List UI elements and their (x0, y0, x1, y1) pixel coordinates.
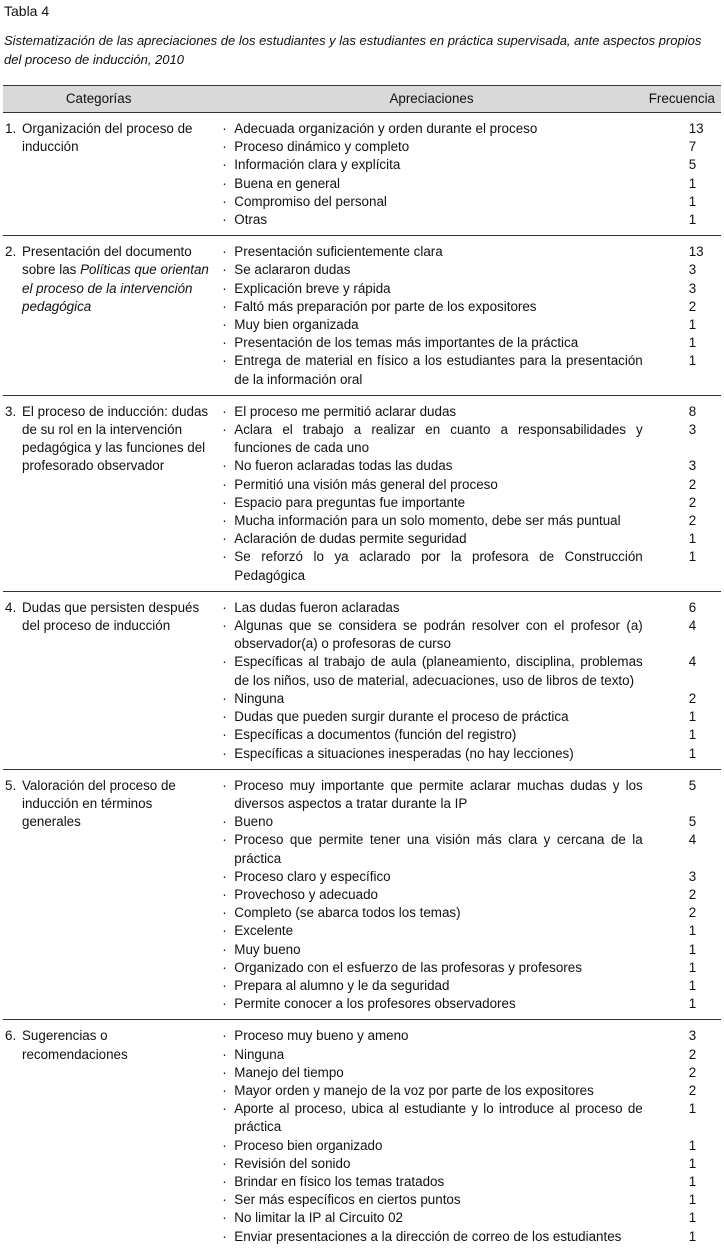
appreciation-item (214, 959, 648, 977)
frequency-value: 1 (688, 212, 697, 228)
frequency-value: 1 (688, 1101, 697, 1117)
appreciation-text: Proceso que permite tener una visión más clara y cercana de la práctica (234, 832, 643, 866)
bullet-icon: · (222, 157, 227, 173)
frequency-value: 1 (688, 1173, 697, 1189)
appreciation-item (214, 904, 648, 922)
bullet-icon: · (222, 193, 227, 209)
appreciation-text: Brindar en físico los temas tratados (234, 1173, 445, 1189)
frequency-value: 1 (688, 941, 697, 957)
appreciation-text: Presentación suficientemente clara (234, 244, 443, 260)
appreciation-item (214, 1173, 648, 1191)
bullet-icon: · (222, 317, 227, 333)
appreciation-item (214, 995, 648, 1013)
bullet-icon: · (222, 422, 227, 438)
frequency-value: 1 (688, 549, 697, 565)
appreciation-item (214, 653, 648, 689)
appreciation-item (214, 334, 648, 352)
frequency-cell (649, 236, 721, 396)
category-text (22, 1027, 214, 1063)
frequency-value: 1 (688, 353, 697, 369)
category-number: 6. (5, 1028, 17, 1044)
frequency-list (649, 1027, 721, 1245)
appreciation-text: Bueno (234, 814, 274, 830)
frequency-cell (649, 113, 721, 236)
appreciation-text: Faltó más preparación por parte de los expositores (234, 298, 537, 314)
bullet-icon: · (222, 175, 227, 191)
bullet-icon: · (222, 1173, 227, 1189)
category-cell (3, 113, 214, 236)
frequency-list (649, 599, 721, 763)
frequency-value: 2 (688, 905, 697, 921)
appreciation-item (214, 156, 648, 174)
appreciation-text: Presentación de los temas más importantes de la práctica (234, 335, 579, 351)
frequency-list (649, 403, 721, 585)
appreciation-item (214, 708, 648, 726)
frequency-value: 1 (688, 977, 697, 993)
appreciations-cell (214, 395, 648, 591)
bullet-icon: · (222, 832, 227, 848)
frequency-value: 1 (688, 175, 697, 191)
bullet-icon: · (222, 923, 227, 939)
frequency-value: 3 (688, 868, 697, 884)
frequency-value: 3 (688, 458, 697, 474)
appreciation-item (214, 352, 648, 388)
appreciation-text: Muy bien organizada (234, 317, 359, 333)
appreciation-text: Proceso dinámico y completo (234, 139, 410, 155)
appreciation-item (214, 1137, 648, 1155)
category-text (22, 243, 214, 316)
frequency-value: 1 (688, 1192, 697, 1208)
appreciation-text: Información clara y explícita (234, 157, 401, 173)
frequency-value: 1 (688, 193, 697, 209)
bullet-icon: · (222, 212, 227, 228)
category-label (3, 1027, 214, 1063)
category-label (3, 777, 214, 832)
bullet-icon: · (222, 1101, 227, 1117)
appreciation-text: Ninguna (234, 1046, 285, 1062)
bullet-icon: · (222, 353, 227, 369)
appreciation-item (214, 745, 648, 763)
appreciation-item (214, 530, 648, 548)
bullet-icon: · (222, 814, 227, 830)
category-number: 4. (5, 599, 17, 615)
appreciation-text: Organizado con el esfuerzo de las profesoras y profesores (234, 959, 582, 975)
appreciation-text: Aclara el trabajo a realizar en cuanto a responsabilidades y funciones de cada uno (234, 422, 643, 456)
frequency-value: 1 (688, 317, 697, 333)
category-text-part: Organización del proceso de inducción (22, 121, 193, 155)
appreciation-text: El proceso me permitió aclarar dudas (234, 403, 457, 419)
appreciation-text: Buena en general (234, 175, 341, 191)
category-text-part: El proceso de inducción: dudas de su rol en la intervención pedagógica y las funciones del profesorado observador (22, 403, 209, 474)
category-text (22, 403, 214, 476)
bullet-icon: · (222, 959, 227, 975)
bullet-icon: · (222, 476, 227, 492)
frequency-value: 4 (688, 832, 697, 848)
frequency-value: 1 (688, 1210, 697, 1226)
bullet-icon: · (222, 458, 227, 474)
appreciation-item (214, 599, 648, 617)
frequency-cell (649, 769, 721, 1020)
bullet-icon: · (222, 709, 227, 725)
frequency-value: 1 (688, 1137, 697, 1153)
frequency-value: 8 (688, 403, 697, 419)
appreciation-item (214, 243, 648, 261)
category-number: 5. (5, 777, 17, 793)
frequency-value: 1 (688, 923, 697, 939)
appreciation-text: Específicas al trabajo de aula (planeamiento, disciplina, problemas de los niños, uso de material, adecuaciones, uso de libros de texto) (234, 654, 643, 688)
appreciations-cell (214, 591, 648, 769)
header-row (3, 86, 721, 113)
frequency-value: 3 (688, 280, 697, 296)
appreciation-text: Proceso claro y específico (234, 868, 391, 884)
appreciation-item (214, 261, 648, 279)
frequency-list (649, 243, 721, 389)
appreciation-text: Compromiso del personal (234, 193, 387, 209)
appreciation-item (214, 494, 648, 512)
frequency-value: 2 (688, 513, 697, 529)
frequency-value: 2 (688, 690, 697, 706)
category-row (3, 113, 721, 236)
appreciation-text: Algunas que se considera se podrán resolver con el profesor (a) observador(a) o profesoras de curso (234, 618, 643, 652)
category-text (22, 599, 214, 635)
frequency-value: 1 (688, 1155, 697, 1171)
appreciations-cell (214, 236, 648, 396)
appreciation-item (214, 922, 648, 940)
appreciation-text: Ninguna (234, 690, 285, 706)
appreciations-cell (214, 769, 648, 1020)
frequency-value: 2 (688, 494, 697, 510)
appreciation-list (214, 403, 648, 585)
appreciation-item (214, 1064, 648, 1082)
frequency-value: 2 (688, 476, 697, 492)
table-label: Tabla 4 (4, 3, 50, 19)
appreciation-text: Mucha información para un solo momento, debe ser más puntual (234, 513, 621, 529)
bullet-icon: · (222, 244, 227, 260)
appreciation-item (214, 298, 648, 316)
appreciation-text: Excelente (234, 923, 294, 939)
frequency-value: 2 (688, 1082, 697, 1098)
frequency-value: 13 (688, 244, 704, 260)
appreciation-text: Proceso muy importante que permite aclarar muchas dudas y los diversos aspectos a tratar durante la IP (234, 777, 643, 811)
appreciation-item (214, 1209, 648, 1227)
appreciation-text: Adecuada organización y orden durante el proceso (234, 121, 538, 136)
bullet-icon: · (222, 280, 227, 296)
frequency-value: 1 (688, 727, 697, 743)
appreciation-text: Aporte al proceso, ubica al estudiante y lo introduce al proceso de práctica (234, 1101, 643, 1135)
appreciations-cell (214, 1020, 648, 1252)
appreciations-table (3, 85, 721, 1252)
frequency-value: 4 (688, 618, 697, 634)
appreciation-item (214, 476, 648, 494)
frequency-cell (649, 1020, 721, 1252)
appreciation-item (214, 726, 648, 744)
frequency-value: 1 (688, 959, 697, 975)
appreciation-text: Se reforzó lo ya aclarado por la profesora de Construcción Pedagógica (234, 549, 643, 583)
table-caption: Sistematización de las apreciaciones de los estudiantes y las estudiantes en práctica supervisada, ante aspectos propios del proceso de inducción, 2010 (4, 33, 702, 67)
appreciation-text: Manejo del tiempo (234, 1064, 344, 1080)
frequency-value: 6 (688, 599, 697, 615)
bullet-icon: · (222, 1155, 227, 1171)
appreciation-item (214, 886, 648, 904)
appreciation-text: Otras (234, 212, 268, 228)
category-number: 1. (5, 121, 17, 136)
bullet-icon: · (222, 654, 227, 670)
bullet-icon: · (222, 1028, 227, 1044)
category-label (3, 403, 214, 476)
appreciation-list (214, 599, 648, 763)
appreciation-item (214, 193, 648, 211)
category-label (3, 243, 214, 316)
frequency-value: 3 (688, 262, 697, 278)
category-text-part: Presentación del documento sobre las (22, 244, 192, 278)
appreciation-list (214, 120, 648, 229)
bullet-icon: · (222, 1192, 227, 1208)
frequency-value: 1 (688, 745, 697, 761)
category-label (3, 599, 214, 635)
category-text (22, 777, 214, 832)
frequency-value: 5 (688, 157, 697, 173)
appreciation-item (214, 977, 648, 995)
bullet-icon: · (222, 996, 227, 1012)
header-categorias: Categorías (3, 86, 214, 113)
appreciation-text: Se aclararon dudas (234, 262, 351, 278)
category-row (3, 591, 721, 769)
bullet-icon: · (222, 868, 227, 884)
appreciation-text: Ser más específicos en ciertos puntos (234, 1192, 461, 1208)
appreciation-text: Aclaración de dudas permite seguridad (234, 531, 467, 547)
appreciation-text: Dudas que pueden surgir durante el proceso de práctica (234, 709, 569, 725)
appreciation-item (214, 1082, 648, 1100)
appreciation-text: No limitar la IP al Circuito 02 (234, 1210, 403, 1226)
appreciation-item (214, 421, 648, 457)
bullet-icon: · (222, 618, 227, 634)
appreciation-item (214, 280, 648, 298)
appreciation-text: Proceso muy bueno y ameno (234, 1028, 409, 1044)
appreciation-text: Proceso bien organizado (234, 1137, 383, 1153)
bullet-icon: · (222, 1228, 227, 1244)
bullet-icon: · (222, 298, 227, 314)
frequency-value: 1 (688, 1228, 697, 1244)
appreciation-text: Permitió una visión más general del proceso (234, 476, 498, 492)
appreciation-item (214, 548, 648, 584)
appreciation-item (214, 120, 648, 138)
bullet-icon: · (222, 905, 227, 921)
appreciation-text: Específicas a situaciones inesperadas (no hay lecciones) (234, 745, 574, 761)
appreciation-item (214, 868, 648, 886)
appreciation-text: Las dudas fueron aclaradas (234, 599, 400, 615)
bullet-icon: · (222, 549, 227, 565)
frequency-value: 13 (688, 121, 704, 136)
bullet-icon: · (222, 531, 227, 547)
frequency-list (649, 120, 721, 229)
bullet-icon: · (222, 599, 227, 615)
frequency-value: 1 (688, 996, 697, 1012)
category-label (3, 120, 214, 156)
appreciation-item (214, 512, 648, 530)
appreciation-item (214, 1155, 648, 1173)
bullet-icon: · (222, 121, 227, 136)
appreciation-item (214, 1027, 648, 1045)
category-cell (3, 591, 214, 769)
frequency-cell (649, 395, 721, 591)
appreciation-item (214, 403, 648, 421)
bullet-icon: · (222, 139, 227, 155)
bullet-icon: · (222, 1210, 227, 1226)
frequency-value: 3 (688, 1028, 697, 1044)
appreciations-cell (214, 113, 648, 236)
category-text-part: Dudas que persisten después del proceso de inducción (22, 599, 200, 634)
frequency-value: 2 (688, 886, 697, 902)
appreciation-item (214, 941, 648, 959)
category-row (3, 769, 721, 1020)
appreciation-item (214, 138, 648, 156)
bullet-icon: · (222, 727, 227, 743)
appreciation-text: Enviar presentaciones a la dirección de correo de los estudiantes (234, 1228, 622, 1244)
appreciation-text: Permite conocer a los profesores observadores (234, 996, 516, 1012)
category-text-part: Sugerencias o recomendaciones (22, 1028, 128, 1062)
appreciation-item (214, 690, 648, 708)
frequency-value: 2 (688, 1064, 697, 1080)
bullet-icon: · (222, 513, 227, 529)
appreciation-item (214, 316, 648, 334)
appreciation-item (214, 1191, 648, 1209)
bullet-icon: · (222, 262, 227, 278)
table-body (3, 113, 721, 1252)
frequency-value: 7 (688, 139, 697, 155)
bullet-icon: · (222, 335, 227, 351)
category-text-part: Valoración del proceso de inducción en términos generales (22, 777, 176, 830)
category-cell (3, 769, 214, 1020)
bullet-icon: · (222, 690, 227, 706)
category-number: 2. (5, 244, 17, 260)
bullet-icon: · (222, 1046, 227, 1062)
frequency-value: 5 (688, 814, 697, 830)
bullet-icon: · (222, 745, 227, 761)
appreciation-item (214, 1100, 648, 1136)
frequency-value: 1 (688, 531, 697, 547)
category-row (3, 236, 721, 396)
appreciation-text: Muy bueno (234, 941, 301, 957)
category-row (3, 395, 721, 591)
header-frecuencia: Frecuencia (649, 86, 721, 113)
appreciation-item (214, 831, 648, 867)
appreciation-list (214, 777, 648, 1014)
category-cell (3, 236, 214, 396)
appreciation-item (214, 777, 648, 813)
category-text (22, 120, 214, 156)
bullet-icon: · (222, 403, 227, 419)
appreciation-text: Revisión del sonido (234, 1155, 351, 1171)
bullet-icon: · (222, 977, 227, 993)
appreciation-text: Prepara al alumno y le da seguridad (234, 977, 450, 993)
appreciation-text: Provechoso y adecuado (234, 886, 378, 902)
frequency-value: 3 (688, 422, 697, 438)
frequency-value: 4 (688, 654, 697, 670)
category-text-italic: Políticas que orientan el proceso de la intervención pedagógica (22, 262, 209, 314)
appreciation-text: Específicas a documentos (función del registro) (234, 727, 517, 743)
bullet-icon: · (222, 777, 227, 793)
appreciation-text: Completo (se abarca todos los temas) (234, 905, 461, 921)
appreciation-text: Mayor orden y manejo de la voz por parte de los expositores (234, 1082, 594, 1098)
appreciation-text: Entrega de material en físico a los estudiantes para la presentación de la información oral (234, 353, 643, 387)
bullet-icon: · (222, 494, 227, 510)
table-header (3, 86, 721, 113)
header-apreciaciones: Apreciaciones (214, 86, 648, 113)
appreciation-item (214, 175, 648, 193)
appreciation-text: Espacio para preguntas fue importante (234, 494, 466, 510)
bullet-icon: · (222, 886, 227, 902)
bullet-icon: · (222, 1082, 227, 1098)
frequency-value: 1 (688, 335, 697, 351)
appreciation-list (214, 243, 648, 389)
category-number: 3. (5, 403, 17, 419)
frequency-cell (649, 591, 721, 769)
appreciation-item (214, 617, 648, 653)
appreciation-list (214, 1027, 648, 1245)
category-cell (3, 395, 214, 591)
bullet-icon: · (222, 1064, 227, 1080)
frequency-value: 1 (688, 709, 697, 725)
frequency-value: 2 (688, 1046, 697, 1062)
category-cell (3, 1020, 214, 1252)
appreciation-item (214, 1046, 648, 1064)
category-row (3, 1020, 721, 1252)
frequency-list (649, 777, 721, 1014)
appreciation-text: Explicación breve y rápida (234, 280, 391, 296)
appreciation-text: No fueron aclaradas todas las dudas (234, 458, 453, 474)
appreciation-item (214, 813, 648, 831)
frequency-value: 5 (688, 777, 697, 793)
bullet-icon: · (222, 1137, 227, 1153)
frequency-value: 2 (688, 298, 697, 314)
appreciation-item (214, 457, 648, 475)
appreciation-item (214, 1228, 648, 1246)
bullet-icon: · (222, 941, 227, 957)
appreciation-item (214, 211, 648, 229)
